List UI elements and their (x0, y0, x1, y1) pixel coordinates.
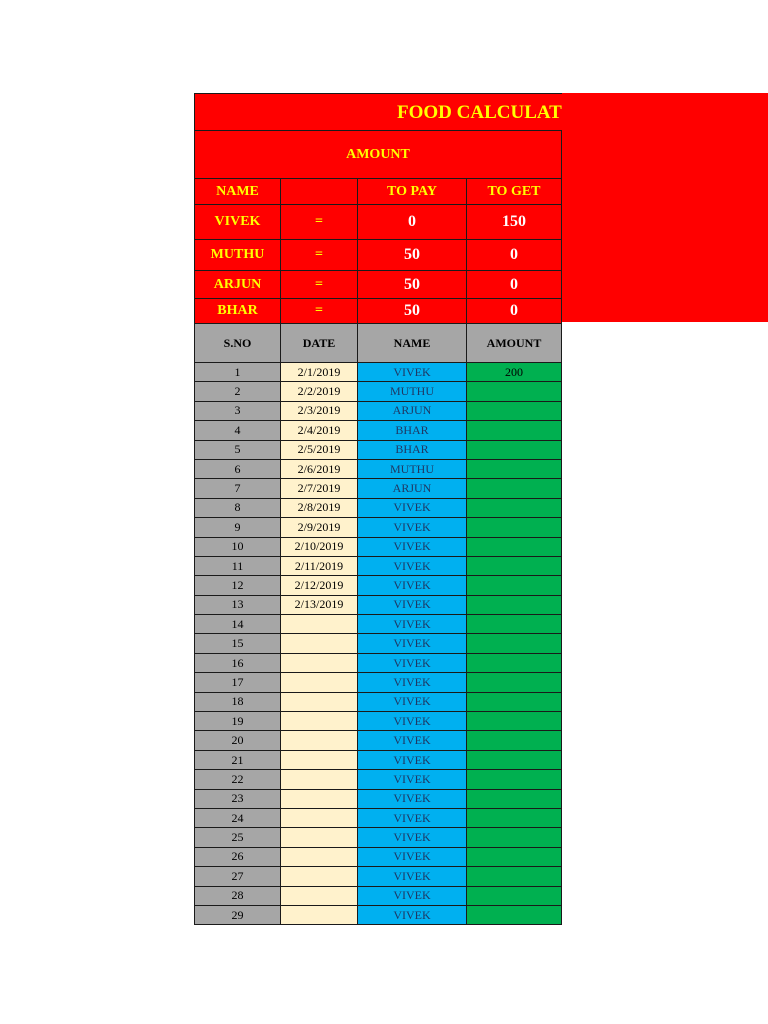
amount-cell[interactable] (467, 479, 562, 498)
name-cell[interactable]: VIVEK (358, 518, 467, 537)
summary-to-pay-cell[interactable]: 50 (358, 240, 467, 271)
summary-equals-cell[interactable]: = (281, 271, 358, 299)
amount-cell[interactable] (467, 887, 562, 906)
summary-blank-header[interactable] (281, 179, 358, 205)
amount-cell[interactable] (467, 634, 562, 653)
table-row (194, 906, 562, 925)
sno-cell[interactable]: 14 (194, 615, 281, 634)
name-cell[interactable]: VIVEK (358, 790, 467, 809)
summary-name-cell[interactable]: BHAR (194, 299, 281, 324)
sno-cell[interactable]: 18 (194, 693, 281, 712)
table-row (194, 751, 562, 770)
date-cell[interactable] (281, 712, 358, 731)
date-cell[interactable]: 2/13/2019 (281, 596, 358, 615)
summary-name-cell[interactable]: VIVEK (194, 205, 281, 240)
amount-cell[interactable] (467, 402, 562, 421)
name-cell[interactable]: VIVEK (358, 673, 467, 692)
name-cell[interactable]: VIVEK (358, 557, 467, 576)
summary-row (194, 299, 562, 324)
date-cell[interactable]: 2/9/2019 (281, 518, 358, 537)
table-row (194, 615, 562, 634)
amount-cell[interactable] (467, 499, 562, 518)
sno-cell[interactable]: 26 (194, 848, 281, 867)
summary-row (194, 271, 562, 299)
name-cell[interactable]: VIVEK (358, 731, 467, 750)
table-row (194, 460, 562, 479)
name-cell[interactable]: VIVEK (358, 499, 467, 518)
amount-cell[interactable] (467, 809, 562, 828)
date-cell[interactable] (281, 654, 358, 673)
date-cell[interactable] (281, 828, 358, 847)
sno-cell[interactable]: 28 (194, 887, 281, 906)
summary-name-cell[interactable]: ARJUN (194, 271, 281, 299)
date-cell[interactable] (281, 770, 358, 789)
amount-cell[interactable] (467, 441, 562, 460)
summary-to-pay-cell[interactable]: 50 (358, 271, 467, 299)
table-row (194, 518, 562, 537)
table-row (194, 693, 562, 712)
summary-row (194, 205, 562, 240)
name-cell[interactable]: MUTHU (358, 382, 467, 401)
table-row (194, 499, 562, 518)
sno-cell[interactable]: 20 (194, 731, 281, 750)
table-row (194, 363, 562, 382)
sno-cell[interactable]: 23 (194, 790, 281, 809)
table-row (194, 634, 562, 653)
summary-equals-cell[interactable]: = (281, 240, 358, 271)
table-row (194, 557, 562, 576)
sno-cell[interactable]: 25 (194, 828, 281, 847)
name-cell[interactable]: VIVEK (358, 596, 467, 615)
amount-cell[interactable] (467, 382, 562, 401)
sno-cell[interactable]: 9 (194, 518, 281, 537)
summary-to-pay-cell[interactable]: 50 (358, 299, 467, 324)
table-row (194, 828, 562, 847)
amount-cell[interactable] (467, 460, 562, 479)
name-cell[interactable]: MUTHU (358, 460, 467, 479)
table-row (194, 596, 562, 615)
sno-header[interactable]: S.NO (194, 324, 281, 363)
name-cell[interactable]: VIVEK (358, 693, 467, 712)
amount-cell[interactable] (467, 615, 562, 634)
food-calculator-sheet (194, 93, 562, 925)
date-cell[interactable]: 2/4/2019 (281, 421, 358, 440)
sheet-title: FOOD CALCULAT (397, 102, 562, 123)
sno-cell[interactable]: 16 (194, 654, 281, 673)
sno-cell[interactable]: 6 (194, 460, 281, 479)
amount-cell[interactable] (467, 693, 562, 712)
table-row (194, 576, 562, 595)
amount-cell[interactable] (467, 828, 562, 847)
date-cell[interactable] (281, 809, 358, 828)
name-cell[interactable]: VIVEK (358, 615, 467, 634)
sno-cell[interactable]: 8 (194, 499, 281, 518)
amount-header[interactable]: AMOUNT (467, 324, 562, 363)
amount-cell[interactable] (467, 770, 562, 789)
amount-cell[interactable] (467, 712, 562, 731)
name-cell[interactable]: VIVEK (358, 906, 467, 925)
name-cell[interactable]: VIVEK (358, 809, 467, 828)
date-cell[interactable] (281, 693, 358, 712)
summary-rows (194, 205, 562, 324)
name-cell[interactable]: VIVEK (358, 712, 467, 731)
table-row (194, 382, 562, 401)
name-cell[interactable]: VIVEK (358, 848, 467, 867)
amount-header-cell[interactable]: AMOUNT (194, 131, 562, 179)
table-row (194, 441, 562, 460)
date-header[interactable]: DATE (281, 324, 358, 363)
amount-cell[interactable] (467, 538, 562, 557)
name-cell[interactable]: VIVEK (358, 634, 467, 653)
summary-equals-cell[interactable]: = (281, 205, 358, 240)
sno-cell[interactable]: 15 (194, 634, 281, 653)
name-cell[interactable]: ARJUN (358, 479, 467, 498)
table-row (194, 731, 562, 750)
name-cell[interactable]: VIVEK (358, 770, 467, 789)
name-cell[interactable]: VIVEK (358, 828, 467, 847)
amount-cell[interactable] (467, 751, 562, 770)
name-cell[interactable]: BHAR (358, 441, 467, 460)
sno-cell[interactable]: 21 (194, 751, 281, 770)
date-cell[interactable]: 2/3/2019 (281, 402, 358, 421)
sno-cell[interactable]: 29 (194, 906, 281, 925)
date-cell[interactable] (281, 887, 358, 906)
sno-cell[interactable]: 5 (194, 441, 281, 460)
name-header[interactable]: NAME (358, 324, 467, 363)
summary-to-pay-header[interactable]: TO PAY (358, 179, 467, 205)
amount-cell[interactable] (467, 557, 562, 576)
name-cell[interactable]: BHAR (358, 421, 467, 440)
sno-cell[interactable]: 19 (194, 712, 281, 731)
date-cell[interactable]: 2/12/2019 (281, 576, 358, 595)
summary-name-header[interactable]: NAME (194, 179, 281, 205)
amount-cell[interactable] (467, 654, 562, 673)
date-cell[interactable] (281, 867, 358, 886)
summary-to-get-cell[interactable]: 0 (467, 271, 562, 299)
table-row (194, 654, 562, 673)
summary-name-cell[interactable]: MUTHU (194, 240, 281, 271)
name-cell[interactable]: VIVEK (358, 751, 467, 770)
date-cell[interactable]: 2/6/2019 (281, 460, 358, 479)
table-row (194, 770, 562, 789)
summary-to-get-header[interactable]: TO GET (467, 179, 562, 205)
amount-cell[interactable] (467, 518, 562, 537)
amount-cell[interactable] (467, 790, 562, 809)
date-cell[interactable] (281, 790, 358, 809)
sno-cell[interactable]: 27 (194, 867, 281, 886)
sno-cell[interactable]: 2 (194, 382, 281, 401)
table-row (194, 479, 562, 498)
sno-cell[interactable]: 24 (194, 809, 281, 828)
table-header-row (194, 324, 562, 363)
date-cell[interactable] (281, 731, 358, 750)
date-cell[interactable] (281, 615, 358, 634)
name-cell[interactable]: VIVEK (358, 363, 467, 382)
table-row (194, 712, 562, 731)
sno-cell[interactable]: 7 (194, 479, 281, 498)
amount-cell[interactable]: 200 (467, 363, 562, 382)
date-cell[interactable]: 2/10/2019 (281, 538, 358, 557)
date-cell[interactable]: 2/7/2019 (281, 479, 358, 498)
sno-cell[interactable]: 17 (194, 673, 281, 692)
sno-cell[interactable]: 1 (194, 363, 281, 382)
amount-cell[interactable] (467, 576, 562, 595)
header-fill-band (562, 93, 768, 322)
sno-cell[interactable]: 22 (194, 770, 281, 789)
table-row (194, 673, 562, 692)
name-cell[interactable]: VIVEK (358, 654, 467, 673)
table-row (194, 887, 562, 906)
summary-equals-cell[interactable]: = (281, 299, 358, 324)
sno-cell[interactable]: 11 (194, 557, 281, 576)
title-cell[interactable] (194, 93, 562, 131)
sno-cell[interactable]: 10 (194, 538, 281, 557)
name-cell[interactable]: VIVEK (358, 538, 467, 557)
date-cell[interactable] (281, 906, 358, 925)
summary-row (194, 240, 562, 271)
date-cell[interactable]: 2/8/2019 (281, 499, 358, 518)
summary-to-get-cell[interactable]: 0 (467, 240, 562, 271)
date-cell[interactable]: 2/5/2019 (281, 441, 358, 460)
table-row (194, 790, 562, 809)
date-cell[interactable] (281, 848, 358, 867)
summary-header-row (194, 179, 562, 205)
table-row (194, 867, 562, 886)
summary-to-pay-cell[interactable]: 0 (358, 205, 467, 240)
date-cell[interactable]: 2/11/2019 (281, 557, 358, 576)
date-cell[interactable] (281, 634, 358, 653)
summary-to-get-cell[interactable]: 0 (467, 299, 562, 324)
amount-cell[interactable] (467, 848, 562, 867)
table-row (194, 421, 562, 440)
amount-cell[interactable] (467, 867, 562, 886)
date-cell[interactable] (281, 751, 358, 770)
name-cell[interactable]: VIVEK (358, 887, 467, 906)
date-cell[interactable]: 2/2/2019 (281, 382, 358, 401)
amount-cell[interactable] (467, 673, 562, 692)
amount-cell[interactable] (467, 906, 562, 925)
name-cell[interactable]: VIVEK (358, 576, 467, 595)
summary-to-get-cell[interactable]: 150 (467, 205, 562, 240)
date-cell[interactable]: 2/1/2019 (281, 363, 358, 382)
amount-cell[interactable] (467, 731, 562, 750)
table-row (194, 809, 562, 828)
data-rows (194, 363, 562, 925)
table-row (194, 538, 562, 557)
table-row (194, 848, 562, 867)
sno-cell[interactable]: 4 (194, 421, 281, 440)
sno-cell[interactable]: 3 (194, 402, 281, 421)
sno-cell[interactable]: 13 (194, 596, 281, 615)
table-row (194, 402, 562, 421)
name-cell[interactable]: VIVEK (358, 867, 467, 886)
amount-cell[interactable] (467, 421, 562, 440)
sno-cell[interactable]: 12 (194, 576, 281, 595)
date-cell[interactable] (281, 673, 358, 692)
name-cell[interactable]: ARJUN (358, 402, 467, 421)
amount-cell[interactable] (467, 596, 562, 615)
